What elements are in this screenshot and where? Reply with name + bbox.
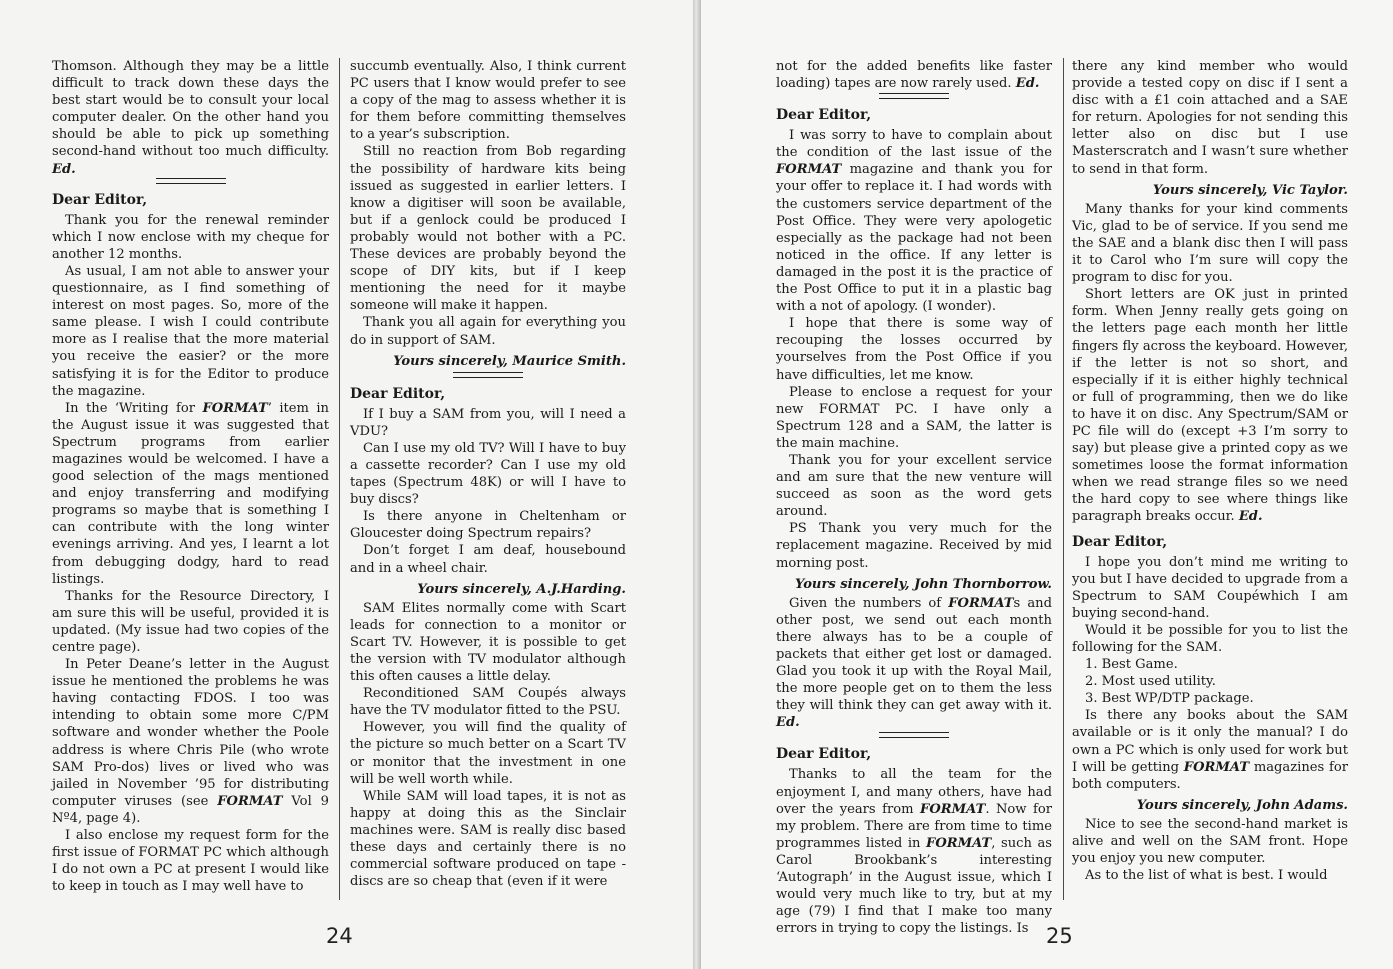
paragraph: Thank you for your excellent service and am sure that the new venture will succeed as soon as the word gets around.: [776, 452, 1052, 520]
column-divider: [339, 58, 340, 900]
paragraph: Is there any books about the SAM available or is it only the manual? I do own a PC which is only used for work but I will be getting FORMAT magazines for both computers.: [1072, 708, 1348, 792]
paragraph: While SAM will load tapes, it is not as happy at doing this as the Sinclair machines were. SAM is really disc based these days and certainly there is no commercial software produced on tape - discs are so cheap that (even if it were: [350, 788, 626, 890]
page-number: 24: [326, 924, 353, 948]
list-item: 2. Most used utility.: [1085, 674, 1216, 690]
paragraph: I was sorry to have to complain about the condition of the last issue of the FORMAT magazine and thank you for your offer to replace it. I had words with the customers service department of the Post Office. They were very apologetic especially as the package had not been noticed in the office. If any letter is damaged in the post it is the practice of the Post Office to put it in a plastic bag with a not of apology. (I wonder).: [776, 128, 1052, 315]
paragraph: SAM Elites normally come with Scart leads for connection to a monitor or Scart TV. However, it is possible to get the version with TV modulator although this often causes a little delay.: [350, 600, 626, 685]
paragraph: Many thanks for your kind comments Vic, glad to be of service. If you send me the SAE and a blank disc then I will pass it to Carol who I’m sure will copy the program to disc for you.: [1072, 201, 1348, 286]
editor-sign: Ed.: [1015, 76, 1040, 92]
paragraph: PS Thank you very much for the replacement magazine. Received by mid morning post.: [776, 521, 1052, 571]
format-title: FORMAT: [926, 835, 992, 851]
column-divider: [1063, 58, 1064, 900]
letter-salutation: Dear Editor,: [1072, 533, 1168, 550]
letter-separator: [453, 372, 523, 378]
letter-signature: Yours sincerely, A.J.Harding.: [417, 581, 626, 597]
paragraph: I also enclose my request form for the first issue of FORMAT PC which although I do not own a PC at present I would like to keep in touch as I may well have to: [52, 828, 329, 895]
format-title: FORMAT: [920, 801, 986, 817]
letter-salutation: Dear Editor,: [776, 107, 872, 124]
paragraph: Don’t forget I am deaf, housebound and in a wheel chair.: [350, 543, 626, 576]
column-3: [776, 58, 1052, 937]
letter-separator: [879, 732, 949, 738]
paragraph: However, you will find the quality of the picture so much better on a Scart TV or monitor that the investment in one will be well worth while.: [350, 720, 626, 787]
paragraph: As usual, I am not able to answer your questionnaire, as I find something of interest on most pages. So, more of the same please. I wish I could contribute more as I realise that the more material you receive the easier? or the more satisfying it is for the Editor to produce the magazine.: [52, 263, 329, 399]
paragraph: Thanks for the Resource Directory, I am sure this will be useful, provided it is updated. (My issue had two copies of the centre page).: [52, 588, 329, 655]
paragraph: Reconditioned SAM Coupés always have the TV modulator fitted to the PSU.: [350, 686, 626, 719]
list-item: 1. Best Game.: [1085, 657, 1178, 673]
paragraph: Would it be possible for you to list the following for the SAM.: [1072, 622, 1348, 655]
letter-salutation: Dear Editor,: [52, 191, 148, 208]
letter-separator: [156, 178, 226, 184]
editor-sign: Ed.: [776, 715, 800, 731]
list-item: 3. Best WP/DTP package.: [1085, 691, 1254, 707]
letter-signature: Yours sincerely, Maurice Smith.: [393, 353, 626, 369]
book-gutter: [693, 0, 701, 969]
paragraph: Please to enclose a request for your new FORMAT PC. I have only a Spectrum 128 and a SAM, the latter is the main machine.: [776, 384, 1052, 451]
column-4: [1072, 58, 1348, 898]
editor-sign: Ed.: [1238, 509, 1263, 525]
letter-signature: Yours sincerely, John Thornborrow.: [794, 576, 1052, 592]
page-number: 25: [1046, 924, 1073, 948]
paragraph: I hope you don’t mind me writing to you but I have decided to upgrade from a Spectrum to SAM Coupéwhich I am buying second-hand.: [1072, 554, 1348, 621]
paragraph: there any kind member who would provide a tested copy on disc if I sent a disc with a £1 coin attached and a SAE for return. Apologies for not sending this letter also on disc but I use Masterscratch and I wasn’t sure whether to send in that form.: [1072, 59, 1348, 177]
paragraph: Thanks to all the team for the enjoyment I, and many others, have had over the years from FORMAT. Now for my problem. There are from time to time programmes listed in FORMAT, such as Carol Brookbank’s interesting ‘Autograph’ in the August issue, which I would very much like to try, but at my age (79) I find that I make too many errors in trying to copy the listings. Is: [776, 767, 1052, 937]
paragraph: not for the added benefits like faster loading) tapes are now rarely used. Ed.: [776, 59, 1052, 92]
paragraph: In the ‘Writing for FORMAT’ item in the August issue it was suggested that Spectrum programs from earlier magazines would be welcomed. I have a good selection of the mags mentioned and enjoy transferring and modifying programs so maybe that is something I can contribute with the long winter evenings arriving. And yes, I learnt a lot from debugging dodgy, hard to read listings.: [52, 400, 329, 587]
paragraph: Can I use my old TV? Will I have to buy a cassette recorder? Can I use my old tapes (Spectrum 48K) or will I have to buy discs?: [350, 440, 626, 508]
letter-salutation: Dear Editor,: [350, 385, 446, 402]
paragraph: Given the numbers of FORMATs and other post, we send out each month there always has to be a couple of packets that either get lost or damaged. Glad you took it up with the Royal Mail, the more people get on to them the less they will think they can get away with it. Ed.: [776, 595, 1052, 731]
letter-salutation: Dear Editor,: [776, 746, 872, 763]
editor-sign: Ed.: [52, 161, 76, 177]
paragraph: I hope that there is some way of recouping the losses occurred by yourselves from the Post Office if you have difficulties, let me know.: [776, 316, 1052, 383]
letter-signature: Yours sincerely, John Adams.: [1136, 797, 1348, 813]
paragraph: Thank you all again for everything you do in support of SAM.: [350, 315, 626, 348]
column-1: [52, 58, 329, 898]
paragraph: As to the list of what is best. I would: [1085, 868, 1328, 884]
paragraph: Short letters are OK just in printed form. When Jenny really gets going on the letters page each month her little fingers fly across the keyboard. However, if the letter is not so short, and especially if it is either highly technical or full of programming, then we do like to have it on disc. Any Spectrum/SAM or PC file will do (except +3 I’m sorry to say) but please give a printed copy as we sometimes loose the format information when we read strange files so we need the hard copy to see where things like paragraph breaks occur. Ed.: [1072, 287, 1348, 525]
paragraph: Is there anyone in Cheltenham or Gloucester doing Spectrum repairs?: [350, 509, 626, 542]
paragraph: If I buy a SAM from you, will I need a VDU?: [350, 406, 626, 439]
format-title: FORMAT: [217, 793, 283, 809]
format-title: FORMAT: [1183, 759, 1250, 775]
format-title: FORMAT: [202, 400, 268, 416]
left-page: [0, 0, 693, 969]
paragraph: In Peter Deane’s letter in the August issue he mentioned the problems he was having contacting FDOS. I too was intending to obtain some more C/PM software and wonder whether the Poole address is where Chris Pile (who wrote SAM Pro-dos) lives or lived who was jailed in November ’95 for distributing computer viruses (see FORMAT Vol 9 Nº4, page 4).: [52, 657, 329, 826]
format-title: FORMAT: [776, 162, 842, 178]
paragraph: Nice to see the second-hand market is alive and well on the SAM front. Hope you enjoy you new computer.: [1072, 816, 1348, 867]
letter-signature: Yours sincerely, Vic Taylor.: [1152, 182, 1348, 198]
format-title: FORMAT: [948, 595, 1014, 611]
paragraph: Thomson. Although they may be a little difficult to track down these days the best start would be to consult your local computer dealer. On the other hand you should be able to pick up something second-hand without too much difficulty. Ed.: [52, 59, 329, 177]
paragraph: Thank you for the renewal reminder which I now enclose with my cheque for another 12 months.: [52, 212, 329, 262]
letter-separator: [879, 93, 949, 99]
paragraph: Still no reaction from Bob regarding the possibility of hardware kits being issued as suggested in earlier letters. I know a digitiser will soon be available, but if a genlock could be produced I probably would not bother with a PC. These devices are probably beyond the scope of DIY kits, but if I keep mentioning the need for it maybe someone will make it happen.: [350, 144, 626, 314]
right-page: [701, 0, 1393, 969]
paragraph: succumb eventually. Also, I think current PC users that I know would prefer to see a copy of the mag to assess whether it is for them before committing themselves to a year’s subscription.: [350, 59, 626, 143]
column-2: [350, 58, 626, 898]
